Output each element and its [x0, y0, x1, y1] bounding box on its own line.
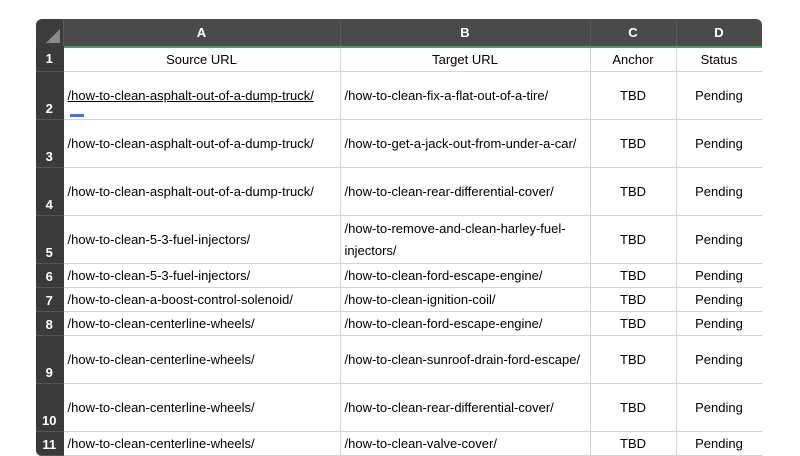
- table-row: [36, 47, 762, 72]
- cell-source-url[interactable]: /how-to-clean-centerline-wheels/: [63, 336, 340, 384]
- table-row: [36, 168, 762, 216]
- row-header[interactable]: 4: [36, 168, 63, 216]
- row-header[interactable]: 9: [36, 336, 63, 384]
- cell-anchor[interactable]: TBD: [590, 72, 676, 120]
- cell-target-url[interactable]: /how-to-clean-ford-escape-engine/: [340, 264, 590, 288]
- cell-source-url[interactable]: /how-to-clean-a-boost-control-solenoid/: [63, 288, 340, 312]
- cell-source-url[interactable]: /how-to-clean-5-3-fuel-injectors/: [63, 264, 340, 288]
- row-header[interactable]: 8: [36, 312, 63, 336]
- table-row: [36, 72, 762, 120]
- cell-status[interactable]: Pending: [676, 336, 762, 384]
- row-header[interactable]: 5: [36, 216, 63, 264]
- table-row: [36, 264, 762, 288]
- row-header[interactable]: 7: [36, 288, 63, 312]
- cell-anchor[interactable]: TBD: [590, 384, 676, 432]
- select-all-triangle-icon: [46, 29, 60, 43]
- table-row: [36, 432, 762, 456]
- table-row: [36, 120, 762, 168]
- cell-target-url[interactable]: /how-to-clean-fix-a-flat-out-of-a-tire/: [340, 72, 590, 120]
- column-header-b[interactable]: B: [340, 19, 590, 47]
- column-header-row: [36, 19, 762, 47]
- row-header[interactable]: 11: [36, 432, 63, 456]
- cell-source-url[interactable]: /how-to-clean-asphalt-out-of-a-dump-truck/: [63, 120, 340, 168]
- column-header-a[interactable]: A: [63, 19, 340, 47]
- cell-source-url-text: /how-to-clean-asphalt-out-of-a-dump-truck/: [67, 87, 314, 103]
- cell-anchor[interactable]: TBD: [590, 288, 676, 312]
- cell-target-url[interactable]: /how-to-clean-valve-cover/: [340, 432, 590, 456]
- cell-target-url[interactable]: /how-to-clean-sunroof-drain-ford-escape/: [340, 336, 590, 384]
- cell-source-url[interactable]: /how-to-clean-asphalt-out-of-a-dump-truck/: [63, 168, 340, 216]
- cell-source-url-header[interactable]: Source URL: [63, 47, 340, 72]
- cell-target-url[interactable]: /how-to-clean-rear-differential-cover/: [340, 384, 590, 432]
- cell-status[interactable]: Pending: [676, 120, 762, 168]
- cell-target-url-header[interactable]: Target URL: [340, 47, 590, 72]
- select-all-corner[interactable]: [36, 19, 63, 47]
- row-header[interactable]: 1: [36, 47, 63, 72]
- cell-source-url[interactable]: [63, 72, 340, 120]
- cell-anchor[interactable]: TBD: [590, 312, 676, 336]
- table-row: [36, 336, 762, 384]
- table-row: [36, 384, 762, 432]
- cell-target-url[interactable]: /how-to-remove-and-clean-harley-fuel-injectors/: [340, 216, 590, 264]
- cell-status[interactable]: Pending: [676, 432, 762, 456]
- cell-source-url[interactable]: /how-to-clean-centerline-wheels/: [63, 312, 340, 336]
- cell-target-url[interactable]: /how-to-clean-rear-differential-cover/: [340, 168, 590, 216]
- cell-anchor[interactable]: TBD: [590, 168, 676, 216]
- cell-source-url[interactable]: /how-to-clean-centerline-wheels/: [63, 384, 340, 432]
- cell-status[interactable]: Pending: [676, 312, 762, 336]
- cell-status[interactable]: Pending: [676, 384, 762, 432]
- cell-anchor[interactable]: TBD: [590, 336, 676, 384]
- column-header-d[interactable]: D: [676, 19, 762, 47]
- cell-anchor-header[interactable]: Anchor: [590, 47, 676, 72]
- cell-status[interactable]: Pending: [676, 72, 762, 120]
- spreadsheet-grid: [36, 19, 762, 456]
- cell-target-url[interactable]: /how-to-clean-ford-escape-engine/: [340, 312, 590, 336]
- table-row: [36, 216, 762, 264]
- row-header[interactable]: 10: [36, 384, 63, 432]
- cell-anchor[interactable]: TBD: [590, 216, 676, 264]
- text-selection-handle[interactable]: [70, 114, 84, 117]
- cell-target-url[interactable]: /how-to-clean-ignition-coil/: [340, 288, 590, 312]
- cell-source-url[interactable]: /how-to-clean-5-3-fuel-injectors/: [63, 216, 340, 264]
- cell-anchor[interactable]: TBD: [590, 432, 676, 456]
- row-header[interactable]: 2: [36, 72, 63, 120]
- cell-status[interactable]: Pending: [676, 168, 762, 216]
- row-header[interactable]: 3: [36, 120, 63, 168]
- cell-status[interactable]: Pending: [676, 216, 762, 264]
- spreadsheet: [36, 19, 762, 456]
- column-header-c[interactable]: C: [590, 19, 676, 47]
- table-row: [36, 312, 762, 336]
- cell-status-header[interactable]: Status: [676, 47, 762, 72]
- cell-source-url[interactable]: /how-to-clean-centerline-wheels/: [63, 432, 340, 456]
- cell-status[interactable]: Pending: [676, 264, 762, 288]
- row-header[interactable]: 6: [36, 264, 63, 288]
- table-row: [36, 288, 762, 312]
- cell-anchor[interactable]: TBD: [590, 120, 676, 168]
- cell-anchor[interactable]: TBD: [590, 264, 676, 288]
- cell-target-url[interactable]: /how-to-get-a-jack-out-from-under-a-car/: [340, 120, 590, 168]
- cell-status[interactable]: Pending: [676, 288, 762, 312]
